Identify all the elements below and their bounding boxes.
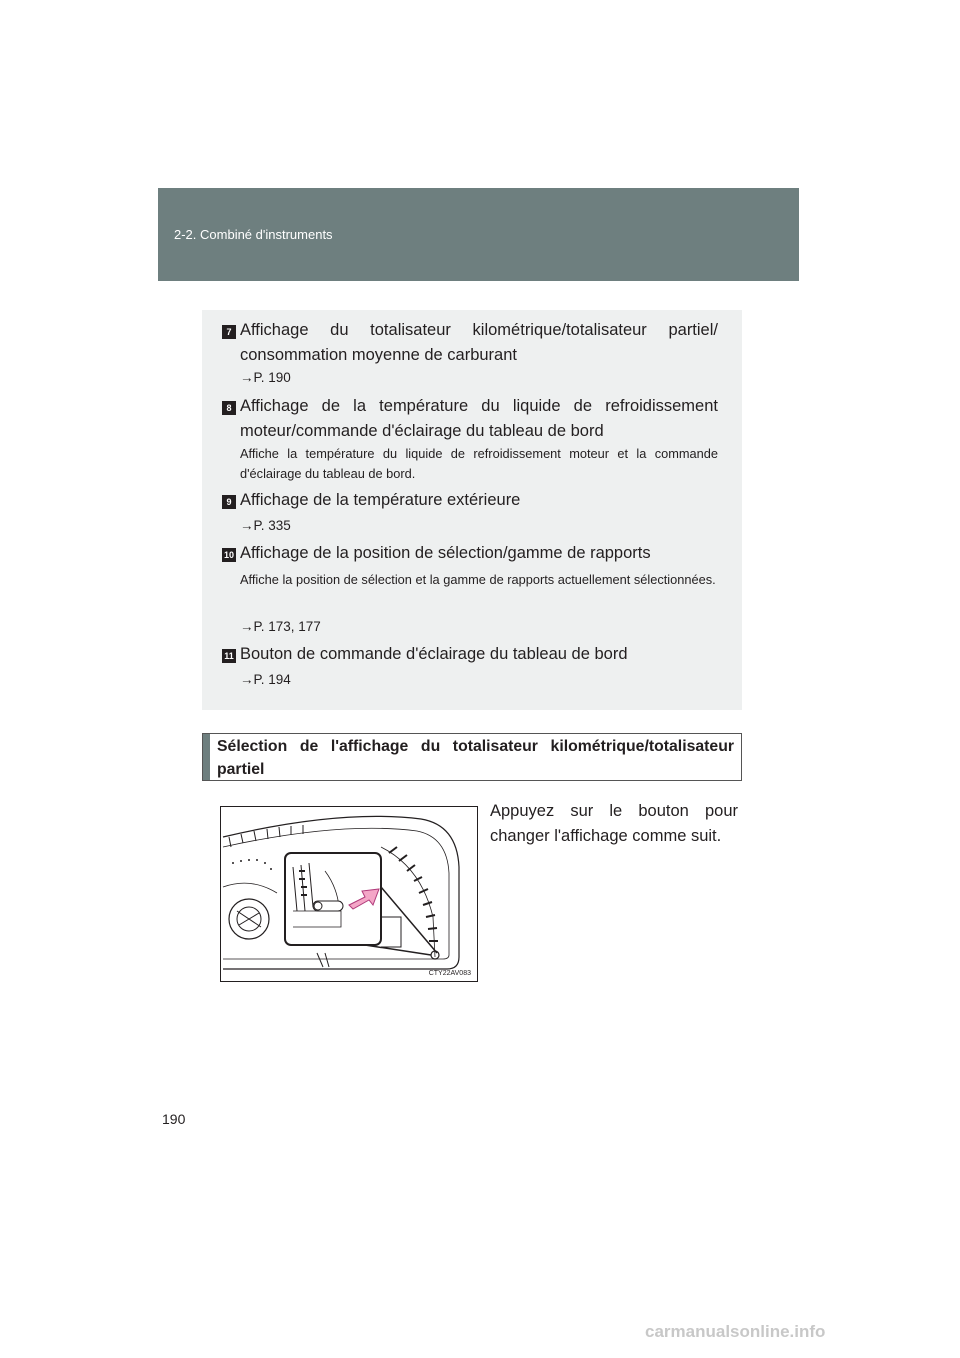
item-title: Affichage de la température extérieure	[240, 491, 521, 509]
item-number-badge: 11	[222, 649, 236, 663]
section-heading-text: Sélection de l'affichage du totalisateur kilométrique/totalisateur partiel	[217, 738, 734, 778]
item-number-badge: 8	[222, 401, 236, 415]
page-reference: →P. 173, 177	[240, 619, 321, 634]
section-heading	[202, 733, 742, 781]
section-heading-bar	[203, 734, 210, 780]
page-reference: →P. 190	[240, 370, 291, 385]
item-description: Affiche la position de sélection et la gamme de rapports actuellement sélectionnées.	[240, 572, 716, 587]
item-title: Affichage de la température du liquide de refroidissement moteur/commande d'éclairage du tableau de bord	[240, 397, 718, 440]
item-title: Affichage du totalisateur kilométrique/totalisateur partiel/ consommation moyenne de carburant	[240, 321, 718, 364]
item-number-badge: 9	[222, 495, 236, 509]
instrument-cluster-illustration	[220, 806, 478, 982]
page-number: 190	[162, 1111, 186, 1127]
item-number-badge: 10	[223, 550, 234, 560]
item-title: Bouton de commande d'éclairage du tableau de bord	[240, 645, 628, 663]
info-box	[202, 310, 742, 710]
body-paragraph	[490, 799, 738, 849]
body-line: changer l'affichage comme suit.	[490, 827, 722, 845]
item-description: Affiche la température du liquide de refroidissement moteur et la commande d'éclairage du tableau de bord.	[240, 446, 718, 481]
item-number-badge: 7	[222, 325, 236, 339]
illustration-code: CTY22AV083	[428, 970, 471, 977]
page-reference: →P. 194	[240, 672, 291, 687]
cluster-drawing	[221, 807, 477, 981]
section-breadcrumb: 2-2. Combiné d'instruments	[174, 227, 333, 242]
page-reference: →P. 335	[240, 518, 291, 533]
item-title: Affichage de la position de sélection/gamme de rapports	[240, 544, 651, 562]
watermark: carmanualsonline.info	[645, 1322, 826, 1341]
body-line: Appuyez sur le bouton pour	[490, 802, 738, 820]
